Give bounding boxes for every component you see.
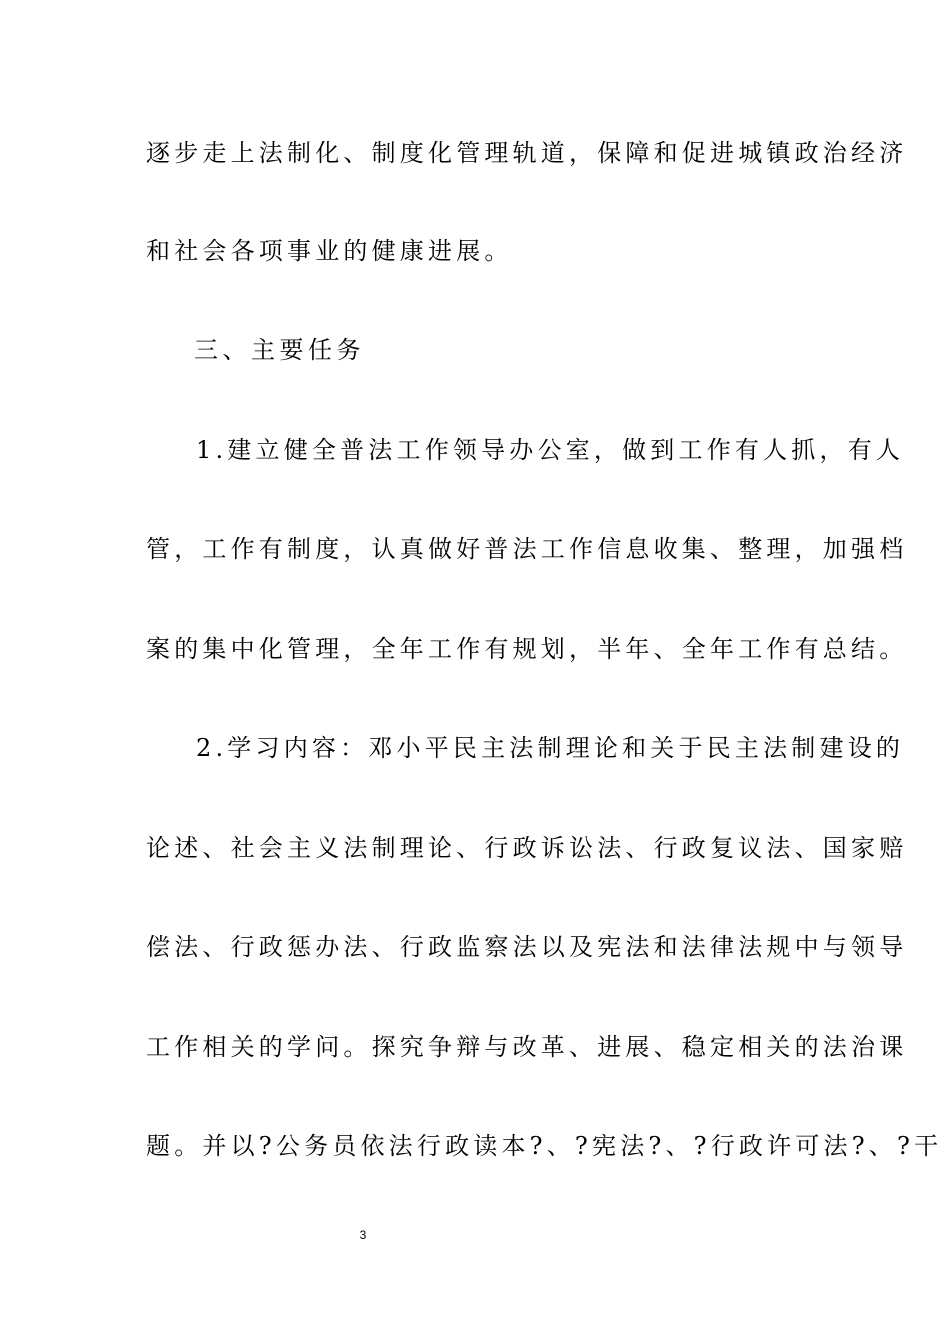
- list-item-2-start: 2.学习内容：邓小平民主法制理论和关于民主法制建设的: [196, 734, 905, 762]
- body-text-line: 案的集中化管理，全年工作有规划，半年、全年工作有总结。: [146, 635, 908, 663]
- body-text-line: 和社会各项事业的健康进展。: [146, 237, 513, 265]
- body-text-line: 题。并以?公务员依法行政读本?、?宪法?、?行政许可法?、?干: [146, 1132, 943, 1160]
- page-number: 3: [359, 1228, 367, 1242]
- body-text-line: 工作相关的学问。探究争辩与改革、进展、稳定相关的法治课: [146, 1033, 908, 1061]
- list-item-1-start: 1.建立健全普法工作领导办公室，做到工作有人抓，有人: [196, 436, 905, 464]
- body-text-line: 管，工作有制度，认真做好普法工作信息收集、整理，加强档: [146, 535, 908, 563]
- section-heading: 三、主要任务: [194, 336, 365, 364]
- body-text-line: 论述、社会主义法制理论、行政诉讼法、行政复议法、国家赔: [146, 834, 908, 862]
- body-text-line: 偿法、行政惩办法、行政监察法以及宪法和法律法规中与领导: [146, 933, 908, 961]
- body-text-line: 逐步走上法制化、制度化管理轨道，保障和促进城镇政治经济: [146, 139, 908, 167]
